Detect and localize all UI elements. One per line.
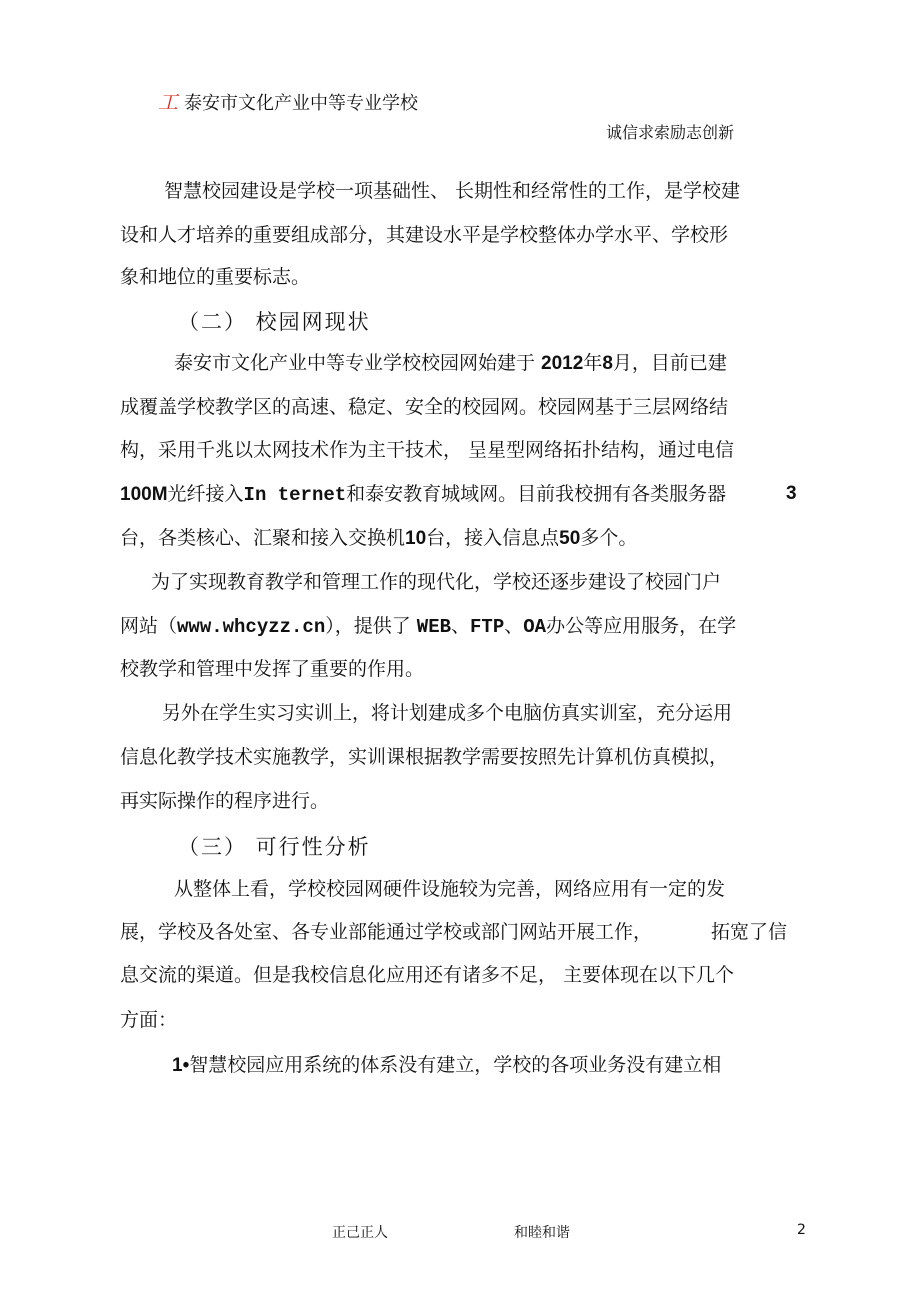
para3-line1: 为了实现教育教学和管理工作的现代化，学校还逐步建设了校园门户 — [151, 571, 722, 593]
para5-line2 — [120, 921, 652, 943]
para5-line2-tail: 拓宽了信 — [711, 921, 788, 943]
list-item-1 — [172, 1054, 721, 1077]
para2-line1-text-a: 泰安市文化产业中等专业学校校园网始建于 — [174, 352, 542, 374]
service-oa: OA — [523, 616, 547, 638]
para2-line4-text-d: 和泰安教育城域网。目前我校拥有各类服务器 — [346, 483, 727, 505]
para2-line5-text-c: 台，接入信息点 — [426, 527, 560, 549]
para2-line4-text-b: 光纤接入 — [167, 483, 244, 505]
para2-year: 2012 — [541, 353, 584, 374]
para5-line1: 从整体上看，学校校园网硬件设施较为完善，网络应用有一定的发 — [174, 878, 726, 900]
para1-line2: 设和人才培养的重要组成部分，其建设水平是学校整体办学水平、学校形 — [120, 224, 729, 246]
para2-line5-text-a: 台，各类核心、汇聚和接入交换机 — [120, 527, 406, 549]
para2-line5 — [120, 527, 637, 550]
page-header — [158, 86, 418, 115]
para2-line1-text-c: 月，目前已建 — [612, 352, 727, 374]
para2-access-count: 50 — [559, 528, 581, 549]
para2-internet: In ternet — [243, 484, 347, 506]
school-motto: 诚信求索励志创新 — [606, 123, 735, 142]
section-heading-3: （三） 可行性分析 — [178, 835, 371, 859]
para4-line1: 另外在学生实习实训上，将计划建成多个电脑仿真实训室，充分运用 — [162, 702, 733, 724]
para1-line1: 智慧校园建设是学校一项基础性、 长期性和经常性的工作，是学校建 — [164, 180, 741, 202]
para4-line2: 信息化教学技术实施教学，实训课根据教学需要按照先计算机仿真模拟， — [120, 746, 729, 768]
para2-line5-text-e: 多个。 — [580, 527, 638, 549]
para2-line1-text-b: 年 — [583, 352, 603, 374]
para5-line2-text-a: 展，学校及各处室、各专业部能通过学校或部门网站开展工作， — [120, 921, 653, 943]
para3-line3: 校教学和管理中发挥了重要的作用。 — [120, 658, 425, 680]
para4-line3: 再实际操作的程序进行。 — [120, 790, 330, 812]
footer-left-text: 正己正人 — [332, 1225, 388, 1241]
list-item-1-number: 1• — [172, 1055, 190, 1076]
para2-switch-count: 10 — [405, 528, 427, 549]
para2-line2: 成覆盖学校教学区的高速、稳定、安全的校园网。校园网基于三层网络结 — [120, 396, 729, 418]
footer-center-text: 和睦和谐 — [514, 1225, 570, 1241]
para3-line2 — [120, 615, 736, 638]
service-ftp: FTP — [470, 616, 505, 638]
para5-line3: 息交流的渠道。但是我校信息化应用还有诸多不足， 主要体现在以下几个 — [120, 964, 735, 986]
para2-line3: 构，采用千兆以太网技术作为主干技术， 呈星型网络拓扑结构，通过电信 — [120, 439, 735, 461]
page-number: 2 — [797, 1222, 806, 1238]
para1-line3: 象和地位的重要标志。 — [120, 266, 311, 288]
section-heading-2: （二） 校园网现状 — [178, 310, 371, 334]
para2-bandwidth: 100M — [120, 484, 168, 505]
para3-line2-text-a: 网站（ — [120, 615, 178, 637]
para2-line4 — [120, 483, 726, 506]
para3-sep-2: 、 — [504, 615, 524, 637]
list-item-1-text: 智慧校园应用系统的体系没有建立，学校的各项业务没有建立相 — [189, 1054, 722, 1076]
para3-sep-1: 、 — [451, 615, 471, 637]
school-website-link: www.whcyzz.cn — [177, 616, 326, 638]
para5-line4: 方面： — [120, 1009, 178, 1031]
para2-line1 — [174, 352, 727, 375]
school-logo-icon: 工 — [158, 90, 178, 114]
para2-month: 8 — [602, 353, 613, 374]
school-name: 泰安市文化产业中等专业学校 — [184, 93, 418, 114]
para2-server-count: 3 — [786, 483, 797, 504]
para3-line2-text-c: ），提供了 — [325, 615, 417, 637]
para3-line2-text-i: 办公等应用服务，在学 — [546, 615, 737, 637]
service-web: WEB — [416, 616, 452, 638]
